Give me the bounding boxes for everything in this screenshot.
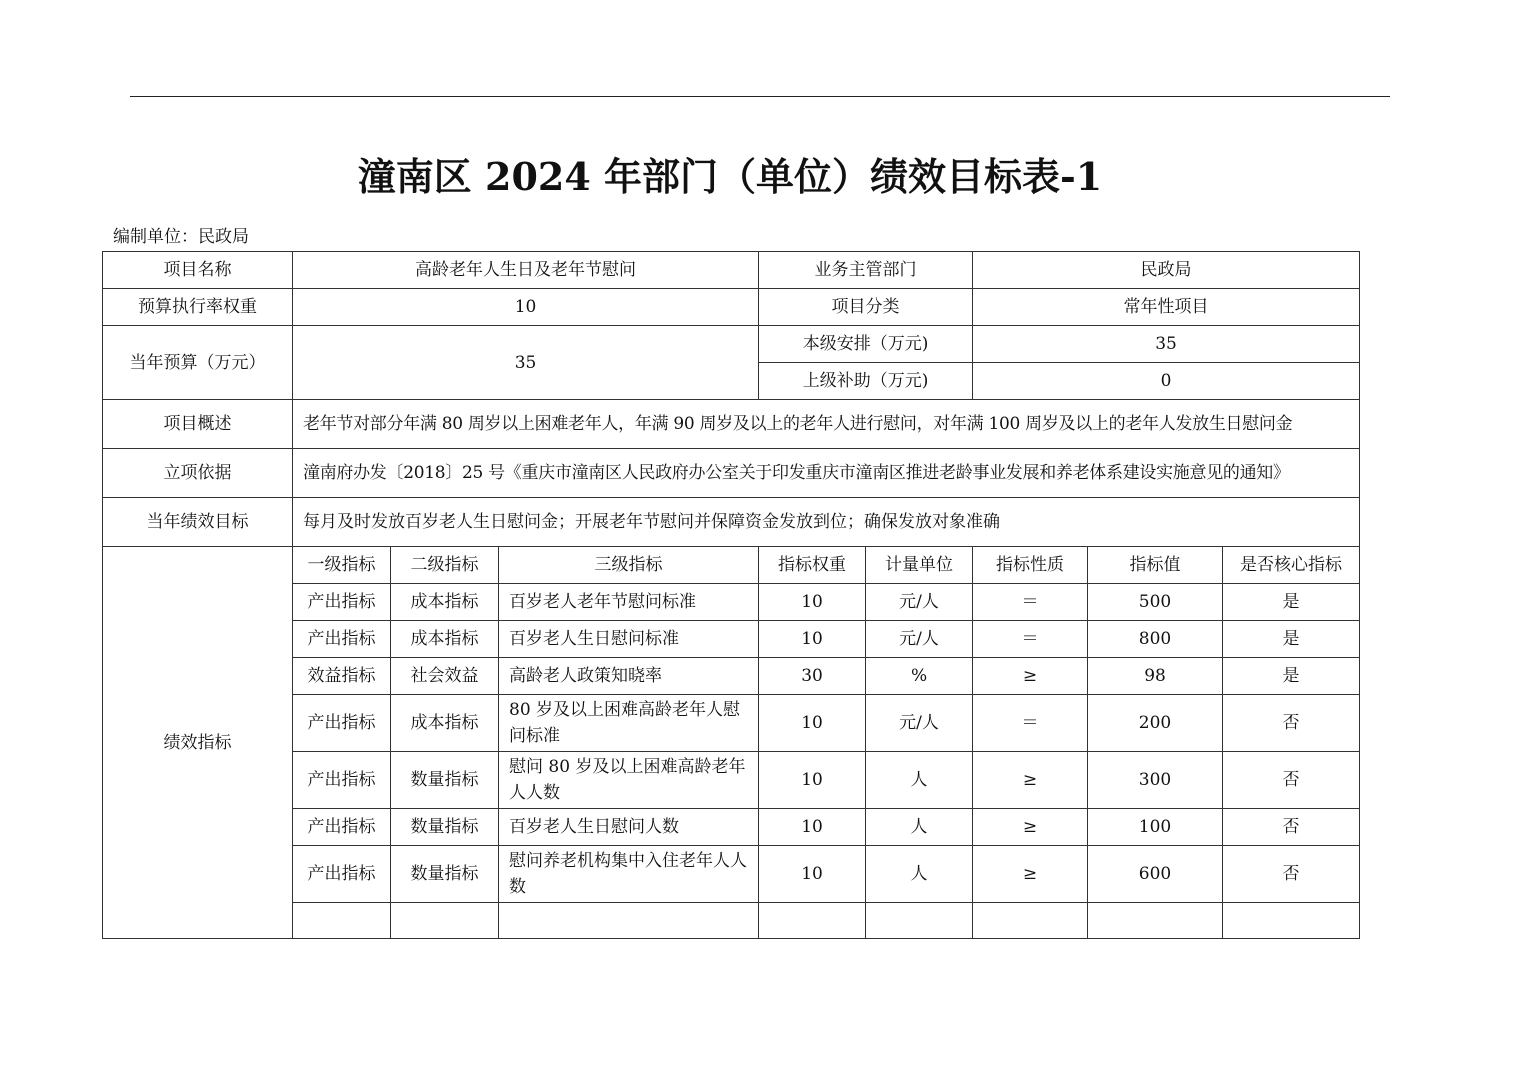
budget-weight-label: 预算执行率权重 <box>103 289 293 326</box>
dept-label: 业务主管部门 <box>759 252 973 289</box>
indicator-unit: 元/人 <box>866 621 973 658</box>
indicator-value: 100 <box>1088 809 1223 846</box>
indicator-core: 否 <box>1223 695 1360 752</box>
empty-cell <box>973 903 1088 939</box>
indicator-nature: ＝ <box>973 695 1088 752</box>
indicator-level3: 百岁老人生日慰问标准 <box>499 621 759 658</box>
indicator-unit: 人 <box>866 752 973 809</box>
indicator-level2: 成本指标 <box>391 621 499 658</box>
empty-cell <box>866 903 973 939</box>
header-level3: 三级指标 <box>499 547 759 584</box>
indicator-weight: 10 <box>759 695 866 752</box>
goal-value: 每月及时发放百岁老人生日慰问金；开展老年节慰问并保障资金发放到位；确保发放对象准确 <box>293 498 1360 547</box>
indicator-level1: 产出指标 <box>293 752 391 809</box>
indicator-unit: % <box>866 658 973 695</box>
indicator-unit: 元/人 <box>866 695 973 752</box>
header-value: 指标值 <box>1088 547 1223 584</box>
indicator-level3: 慰问 80 岁及以上困难高龄老年人人数 <box>499 752 759 809</box>
indicator-weight: 10 <box>759 752 866 809</box>
indicator-core: 是 <box>1223 621 1360 658</box>
indicator-level2: 成本指标 <box>391 584 499 621</box>
row-budget-weight <box>103 289 1360 326</box>
empty-cell <box>1223 903 1360 939</box>
indicator-core: 否 <box>1223 846 1360 903</box>
indicator-weight: 10 <box>759 621 866 658</box>
indicator-nature: ≥ <box>973 846 1088 903</box>
empty-cell <box>293 903 391 939</box>
indicator-core: 否 <box>1223 809 1360 846</box>
indicator-value: 200 <box>1088 695 1223 752</box>
indicator-unit: 人 <box>866 809 973 846</box>
project-name-value: 高龄老年人生日及老年节慰问 <box>293 252 759 289</box>
indicator-level1: 产出指标 <box>293 695 391 752</box>
header-weight: 指标权重 <box>759 547 866 584</box>
dept-value: 民政局 <box>973 252 1360 289</box>
indicators-section-label: 绩效指标 <box>103 547 293 939</box>
local-value: 35 <box>973 326 1360 363</box>
indicator-level1: 产出指标 <box>293 621 391 658</box>
indicator-level2: 数量指标 <box>391 809 499 846</box>
indicator-unit: 元/人 <box>866 584 973 621</box>
indicator-nature: ≥ <box>973 658 1088 695</box>
indicator-level3: 80 岁及以上困难高龄老年人慰问标准 <box>499 695 759 752</box>
indicator-level3: 百岁老人生日慰问人数 <box>499 809 759 846</box>
indicator-level1: 产出指标 <box>293 584 391 621</box>
indicator-weight: 10 <box>759 584 866 621</box>
indicator-level2: 数量指标 <box>391 752 499 809</box>
local-label: 本级安排（万元) <box>759 326 973 363</box>
header-nature: 指标性质 <box>973 547 1088 584</box>
indicator-weight: 10 <box>759 809 866 846</box>
basis-value: 潼南府办发〔2018〕25 号《重庆市潼南区人民政府办公室关于印发重庆市潼南区推进老龄事业发展和养老体系建设实施意见的通知》 <box>293 449 1360 498</box>
budget-weight-value: 10 <box>293 289 759 326</box>
indicator-nature: ≥ <box>973 752 1088 809</box>
basis-label: 立项依据 <box>103 449 293 498</box>
header-level2: 二级指标 <box>391 547 499 584</box>
indicator-header-row <box>103 547 1360 584</box>
goal-label: 当年绩效目标 <box>103 498 293 547</box>
indicator-level3: 百岁老人老年节慰问标准 <box>499 584 759 621</box>
indicator-level1: 产出指标 <box>293 846 391 903</box>
header-rule <box>130 96 1390 97</box>
empty-cell <box>759 903 866 939</box>
indicator-core: 否 <box>1223 752 1360 809</box>
header-core: 是否核心指标 <box>1223 547 1360 584</box>
compiling-unit: 编制单位：民政局 <box>113 227 249 247</box>
indicator-nature: ＝ <box>973 621 1088 658</box>
indicator-weight: 10 <box>759 846 866 903</box>
indicator-value: 500 <box>1088 584 1223 621</box>
upper-label: 上级补助（万元) <box>759 363 973 400</box>
indicator-level1: 效益指标 <box>293 658 391 695</box>
indicator-nature: ≥ <box>973 809 1088 846</box>
empty-cell <box>391 903 499 939</box>
indicator-core: 是 <box>1223 658 1360 695</box>
indicator-value: 300 <box>1088 752 1223 809</box>
overview-value: 老年节对部分年满 80 周岁以上困难老年人，年满 90 周岁及以上的老年人进行慰问，对年满 100 周岁及以上的老年人发放生日慰问金 <box>293 400 1360 449</box>
category-label: 项目分类 <box>759 289 973 326</box>
upper-value: 0 <box>973 363 1360 400</box>
indicator-value: 600 <box>1088 846 1223 903</box>
indicator-weight: 30 <box>759 658 866 695</box>
indicator-core: 是 <box>1223 584 1360 621</box>
row-goal <box>103 498 1360 547</box>
performance-target-table <box>102 251 1360 939</box>
annual-budget-label: 当年预算（万元） <box>103 326 293 400</box>
indicator-level3: 慰问养老机构集中入住老年人人数 <box>499 846 759 903</box>
row-project-name <box>103 252 1360 289</box>
row-basis <box>103 449 1360 498</box>
header-unit: 计量单位 <box>866 547 973 584</box>
project-name-label: 项目名称 <box>103 252 293 289</box>
indicator-level2: 数量指标 <box>391 846 499 903</box>
indicator-level2: 社会效益 <box>391 658 499 695</box>
indicator-nature: ＝ <box>973 584 1088 621</box>
annual-budget-value: 35 <box>293 326 759 400</box>
indicator-level3: 高龄老人政策知晓率 <box>499 658 759 695</box>
indicator-level2: 成本指标 <box>391 695 499 752</box>
indicator-unit: 人 <box>866 846 973 903</box>
row-overview <box>103 400 1360 449</box>
empty-cell <box>1088 903 1223 939</box>
overview-label: 项目概述 <box>103 400 293 449</box>
indicator-value: 98 <box>1088 658 1223 695</box>
header-level1: 一级指标 <box>293 547 391 584</box>
empty-cell <box>499 903 759 939</box>
category-value: 常年性项目 <box>973 289 1360 326</box>
document-title: 潼南区 2024 年部门（单位）绩效目标表-1 <box>357 154 1103 199</box>
indicator-level1: 产出指标 <box>293 809 391 846</box>
row-annual-budget <box>103 326 1360 363</box>
indicator-value: 800 <box>1088 621 1223 658</box>
